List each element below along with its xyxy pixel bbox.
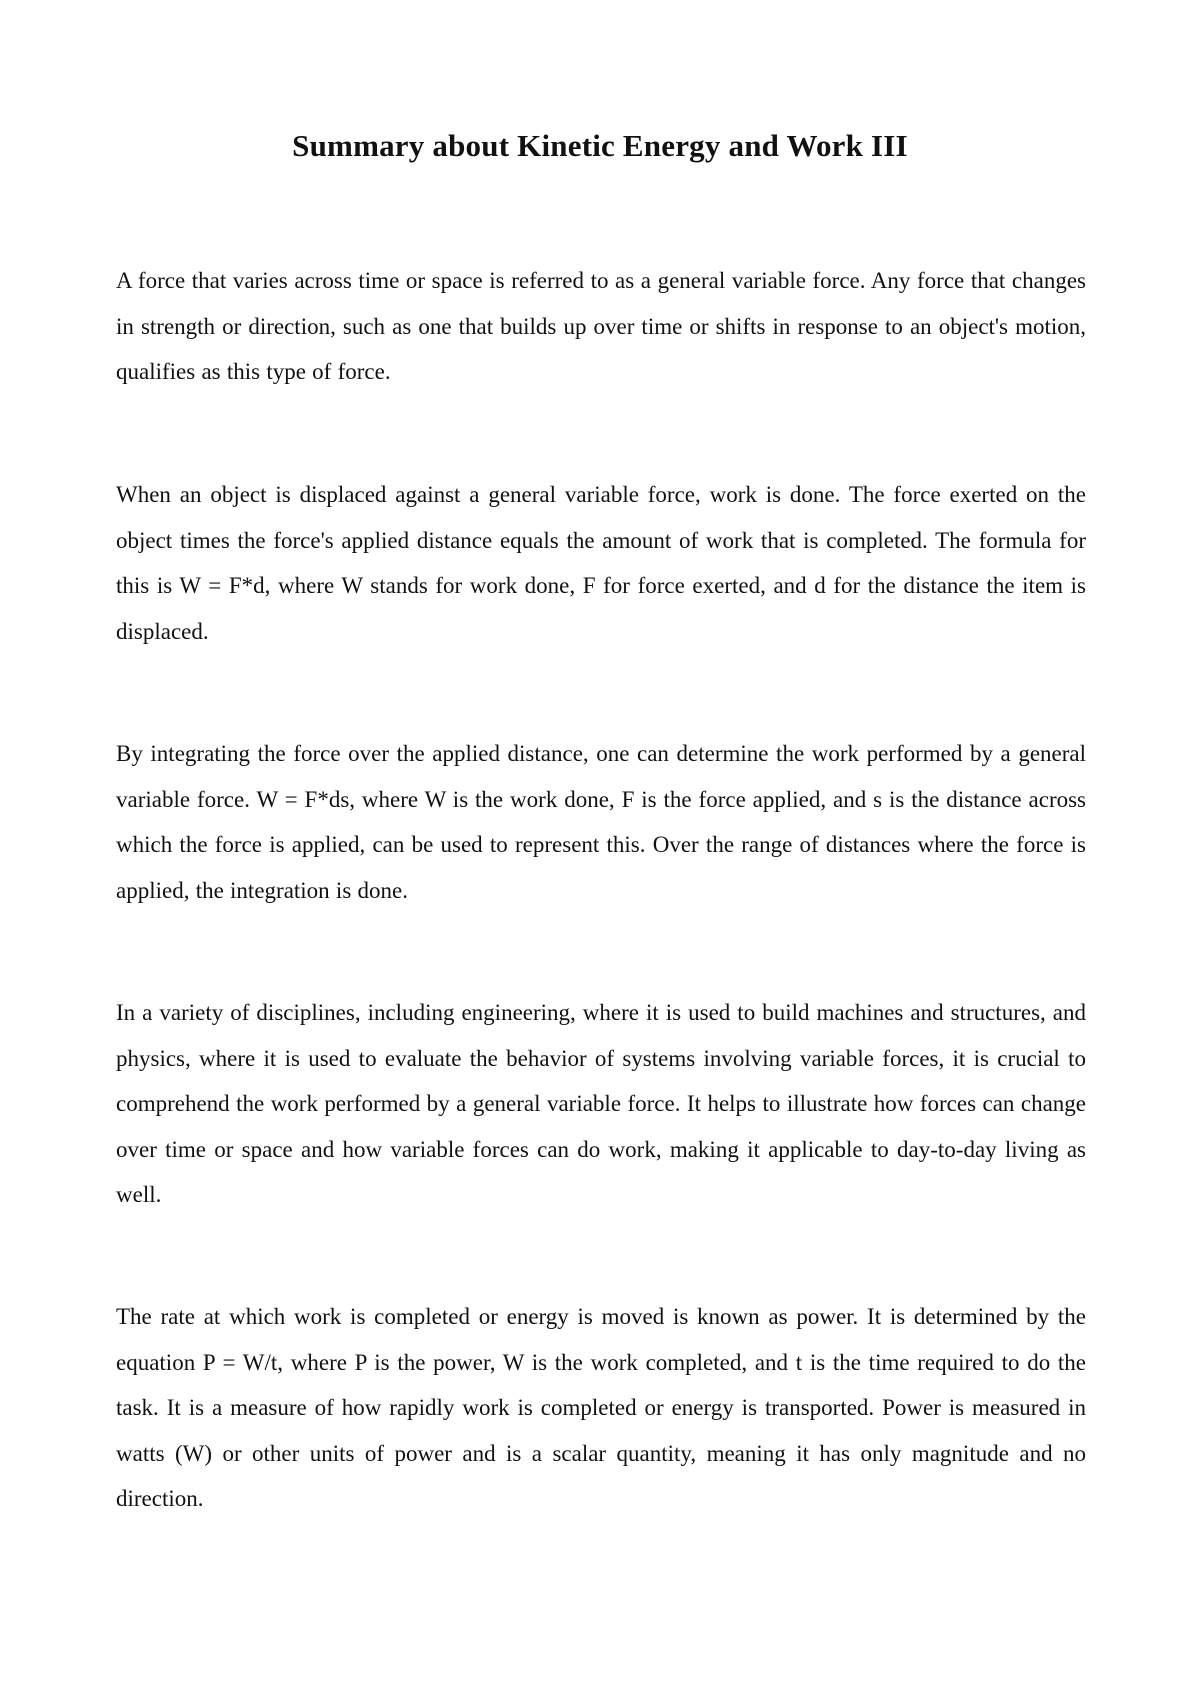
paragraph-applications: In a variety of disciplines, including engineering, where it is used to build machines and structures, and physics, where it is used to evaluate the behavior of systems involving variable forces, it is crucial to comprehend the work performed by a general variable force. It helps to illustrate how forces can change over time or space and how variable forces can do work, making it applicable to day-to-day living as well. [116, 1000, 1086, 1207]
paragraph-power: The rate at which work is completed or energy is moved is known as power. It is determined by the equation P = W/t, where P is the power, W is the work completed, and t is the time required to do the task. It is a measure of how rapidly work is completed or energy is transported. Power is measured in watts (W) or other units of power and is a scalar quantity, meaning it has only magnitude and no direction. [116, 1304, 1086, 1511]
paragraph-variable-force: A force that varies across time or space is referred to as a general variable force. Any force that changes in strength or direction, such as one that builds up over time or shifts in response to an object's motion, qualifies as this type of force. [116, 268, 1086, 384]
page-title: Summary about Kinetic Energy and Work III [292, 128, 908, 163]
paragraph-integration: By integrating the force over the applied distance, one can determine the work performed by a general variable force. W = F*ds, where W is the work done, F is the force applied, and s is the distance across which the force is applied, can be used to represent this. Over the range of distances where the force is applied, the integration is done. [116, 741, 1086, 903]
paragraph-work-done: When an object is displaced against a general variable force, work is done. The force exerted on the object times the force's applied distance equals the amount of work that is completed. The formula for this is W = F*d, where W stands for work done, F for force exerted, and d for the distance the item is displaced. [116, 482, 1086, 644]
